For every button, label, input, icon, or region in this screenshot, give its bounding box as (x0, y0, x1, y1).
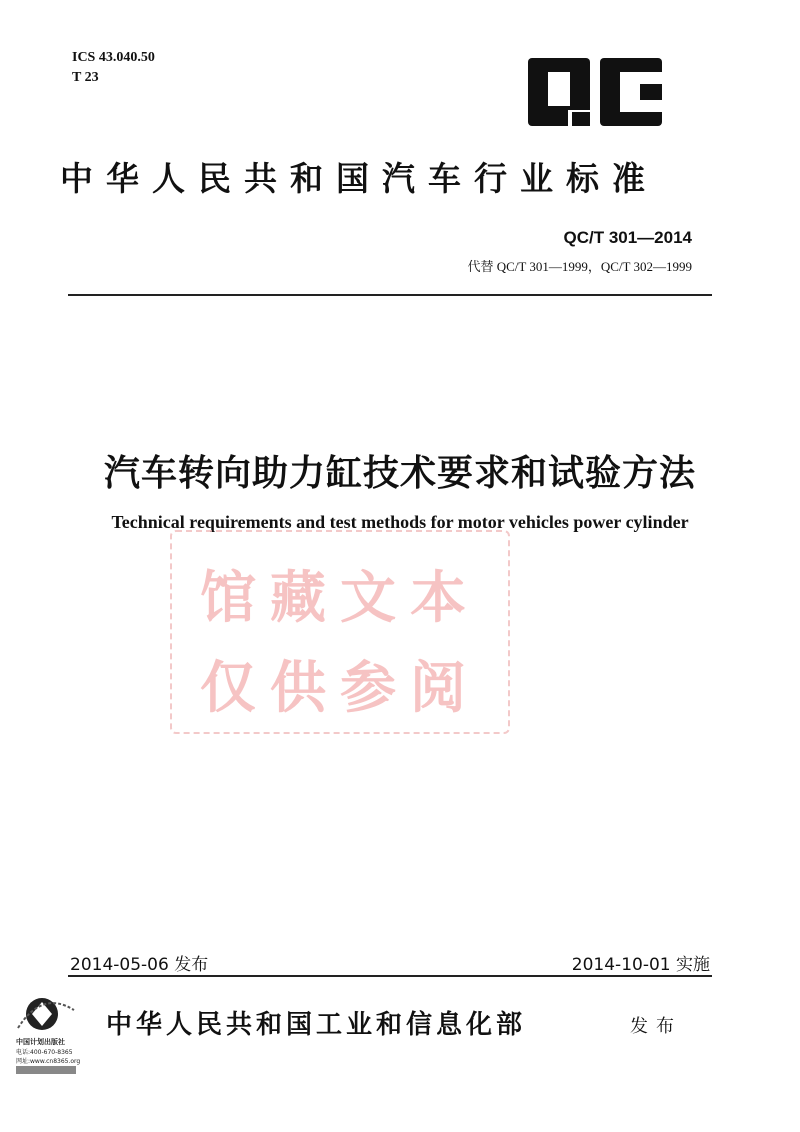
header-divider (68, 294, 712, 296)
footer-divider (68, 975, 712, 977)
seal-line-2: 电话:400-670-8365 (16, 1049, 73, 1056)
seal-line-1: 中国计划出版社 (16, 1038, 65, 1046)
watermark-line-1: 馆藏文本 (200, 566, 480, 631)
publisher-name: 中华人民共和国工业和信息化部 (106, 1010, 527, 1040)
publisher-seal (14, 988, 94, 1074)
replaces-note: 代替 QC/T 301—1999，QC/T 302—1999 (467, 259, 692, 274)
standard-number: QC/T 301—2014 (563, 228, 692, 247)
standard-category: 中华人民共和国汽车行业标准 (60, 159, 658, 198)
watermark-stamp (170, 530, 510, 734)
implementation-date: 2014-10-01 实施 (571, 955, 710, 975)
classification-codes (72, 48, 155, 88)
publisher-action: 发布 (630, 1016, 682, 1037)
ccs-code: T 23 (72, 70, 99, 85)
watermark-line-2: 仅供参阅 (200, 656, 480, 721)
ics-code: ICS 43.040.50 (72, 50, 155, 65)
seal-line-3: 网址:www.cn8365.org (16, 1058, 81, 1065)
issue-date: 2014-05-06 发布 (70, 955, 209, 975)
title-chinese: 汽车转向助力缸技术要求和试验方法 (103, 453, 696, 494)
qc-logo (528, 58, 662, 126)
title-english: Technical requirements and test methods for motor vehicles power cylinder (111, 512, 689, 532)
